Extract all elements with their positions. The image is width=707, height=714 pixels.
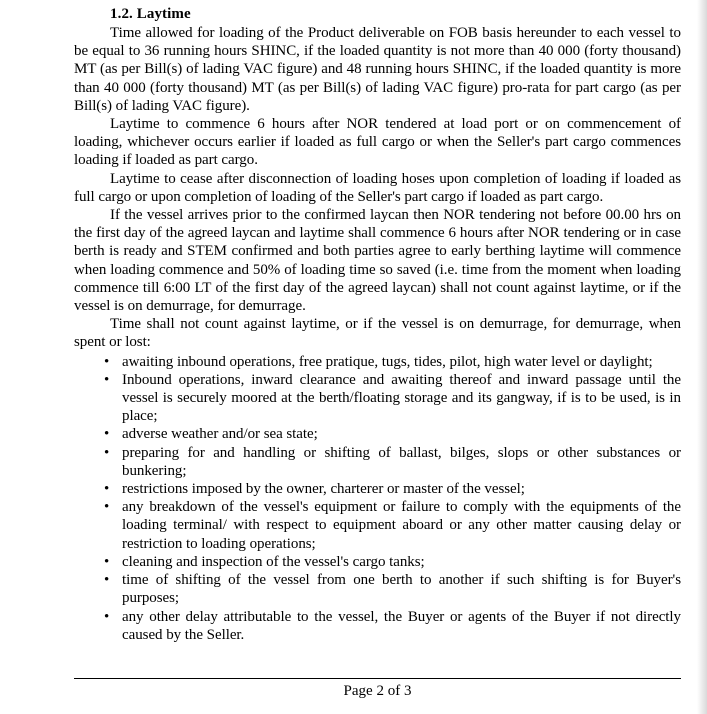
paragraph-exclusions-intro: Time shall not count against laytime, or if the vessel is on demurrage, for demurrage, when spent or lost: [74, 316, 681, 351]
bullet-icon: • [104, 426, 110, 443]
list-item-text: time of shifting of the vessel from one berth to another if such shifting is for Buyer's purposes; [122, 572, 681, 607]
list-item [74, 480, 681, 498]
footer-divider [74, 678, 681, 679]
paragraph-laytime-commence: Laytime to commence 6 hours after NOR tendered at load port or on commencement of loading, whichever occurs earlier if loaded as full cargo or when the Seller's part cargo commences loading if loaded as part cargo. [74, 116, 681, 169]
section-heading: 1.2. Laytime [110, 6, 191, 22]
page-footer [74, 678, 681, 700]
paragraph-laytime-allowed: Time allowed for loading of the Product deliverable on FOB basis hereunder to each vessel to be equal to 36 running hours SHINC, if the loaded quantity is not more than 40 000 (forty thousand) MT (as per Bill(s) of lading VAC figure) and 48 running hours SHINC, if the loaded quantity is more than 40 000 (forty thousand) MT (as per Bill(s) of lading VAC figure) pro-rata for part cargo (as per Bill(s) of lading VAC figure). [74, 25, 681, 114]
page-number: Page 2 of 3 [343, 683, 412, 699]
bullet-icon: • [104, 353, 110, 370]
list-item [74, 444, 681, 480]
list-item-text: any other delay attributable to the vessel, the Buyer or agents of the Buyer if not directly caused by the Seller. [122, 608, 681, 643]
list-item [74, 553, 681, 571]
bullet-icon: • [104, 572, 110, 589]
list-item-text: preparing for and handling or shifting of ballast, bilges, slops or other substances or bunkering; [122, 444, 681, 479]
list-item-text: cleaning and inspection of the vessel's cargo tanks; [122, 553, 425, 570]
list-item [74, 371, 681, 426]
list-item [74, 353, 681, 371]
bullet-icon: • [104, 371, 110, 388]
bullet-icon: • [104, 608, 110, 625]
exclusions-list [74, 353, 681, 644]
bullet-icon: • [104, 499, 110, 516]
list-item [74, 498, 681, 553]
bullet-icon: • [104, 481, 110, 498]
bullet-icon: • [104, 553, 110, 570]
list-item-text: restrictions imposed by the owner, charterer or master of the vessel; [122, 481, 525, 498]
list-item [74, 608, 681, 644]
bullet-icon: • [104, 444, 110, 461]
paragraph-laytime-cease: Laytime to cease after disconnection of loading hoses upon completion of loading if loaded as full cargo or upon completion of loading of the Seller's part cargo if loaded as part cargo. [74, 170, 681, 205]
list-item-text: adverse weather and/or sea state; [122, 426, 318, 443]
list-item [74, 571, 681, 607]
list-item [74, 425, 681, 443]
scan-edge-shadow [697, 0, 707, 714]
list-item-text: awaiting inbound operations, free pratique, tugs, tides, pilot, high water level or daylight; [122, 353, 653, 370]
list-item-text: Inbound operations, inward clearance and awaiting thereof and inward passage until the vessel is securely moored at the berth/floating storage and its gangway, if is to be used, is in place; [122, 371, 681, 425]
list-item-text: any breakdown of the vessel's equipment or failure to comply with the equipments of the loading terminal/ with respect to equipment aboard or any other matter causing delay or restriction to loading operations; [122, 499, 681, 552]
paragraph-early-berthing: If the vessel arrives prior to the confirmed laycan then NOR tendering not before 00.00 hrs on the first day of the agreed laycan and laytime shall commence 6 hours after NOR tendering or in case berth is ready and STEM confirmed and both parties agree to early berthing laytime will commence when loading commence and 50% of loading time so saved (i.e. time from the moment when loading commence till 6:00 LT of the first day of the agreed laycan) shall not count against laytime, or if the vessel is on demurrage, for demurrage. [74, 207, 681, 315]
